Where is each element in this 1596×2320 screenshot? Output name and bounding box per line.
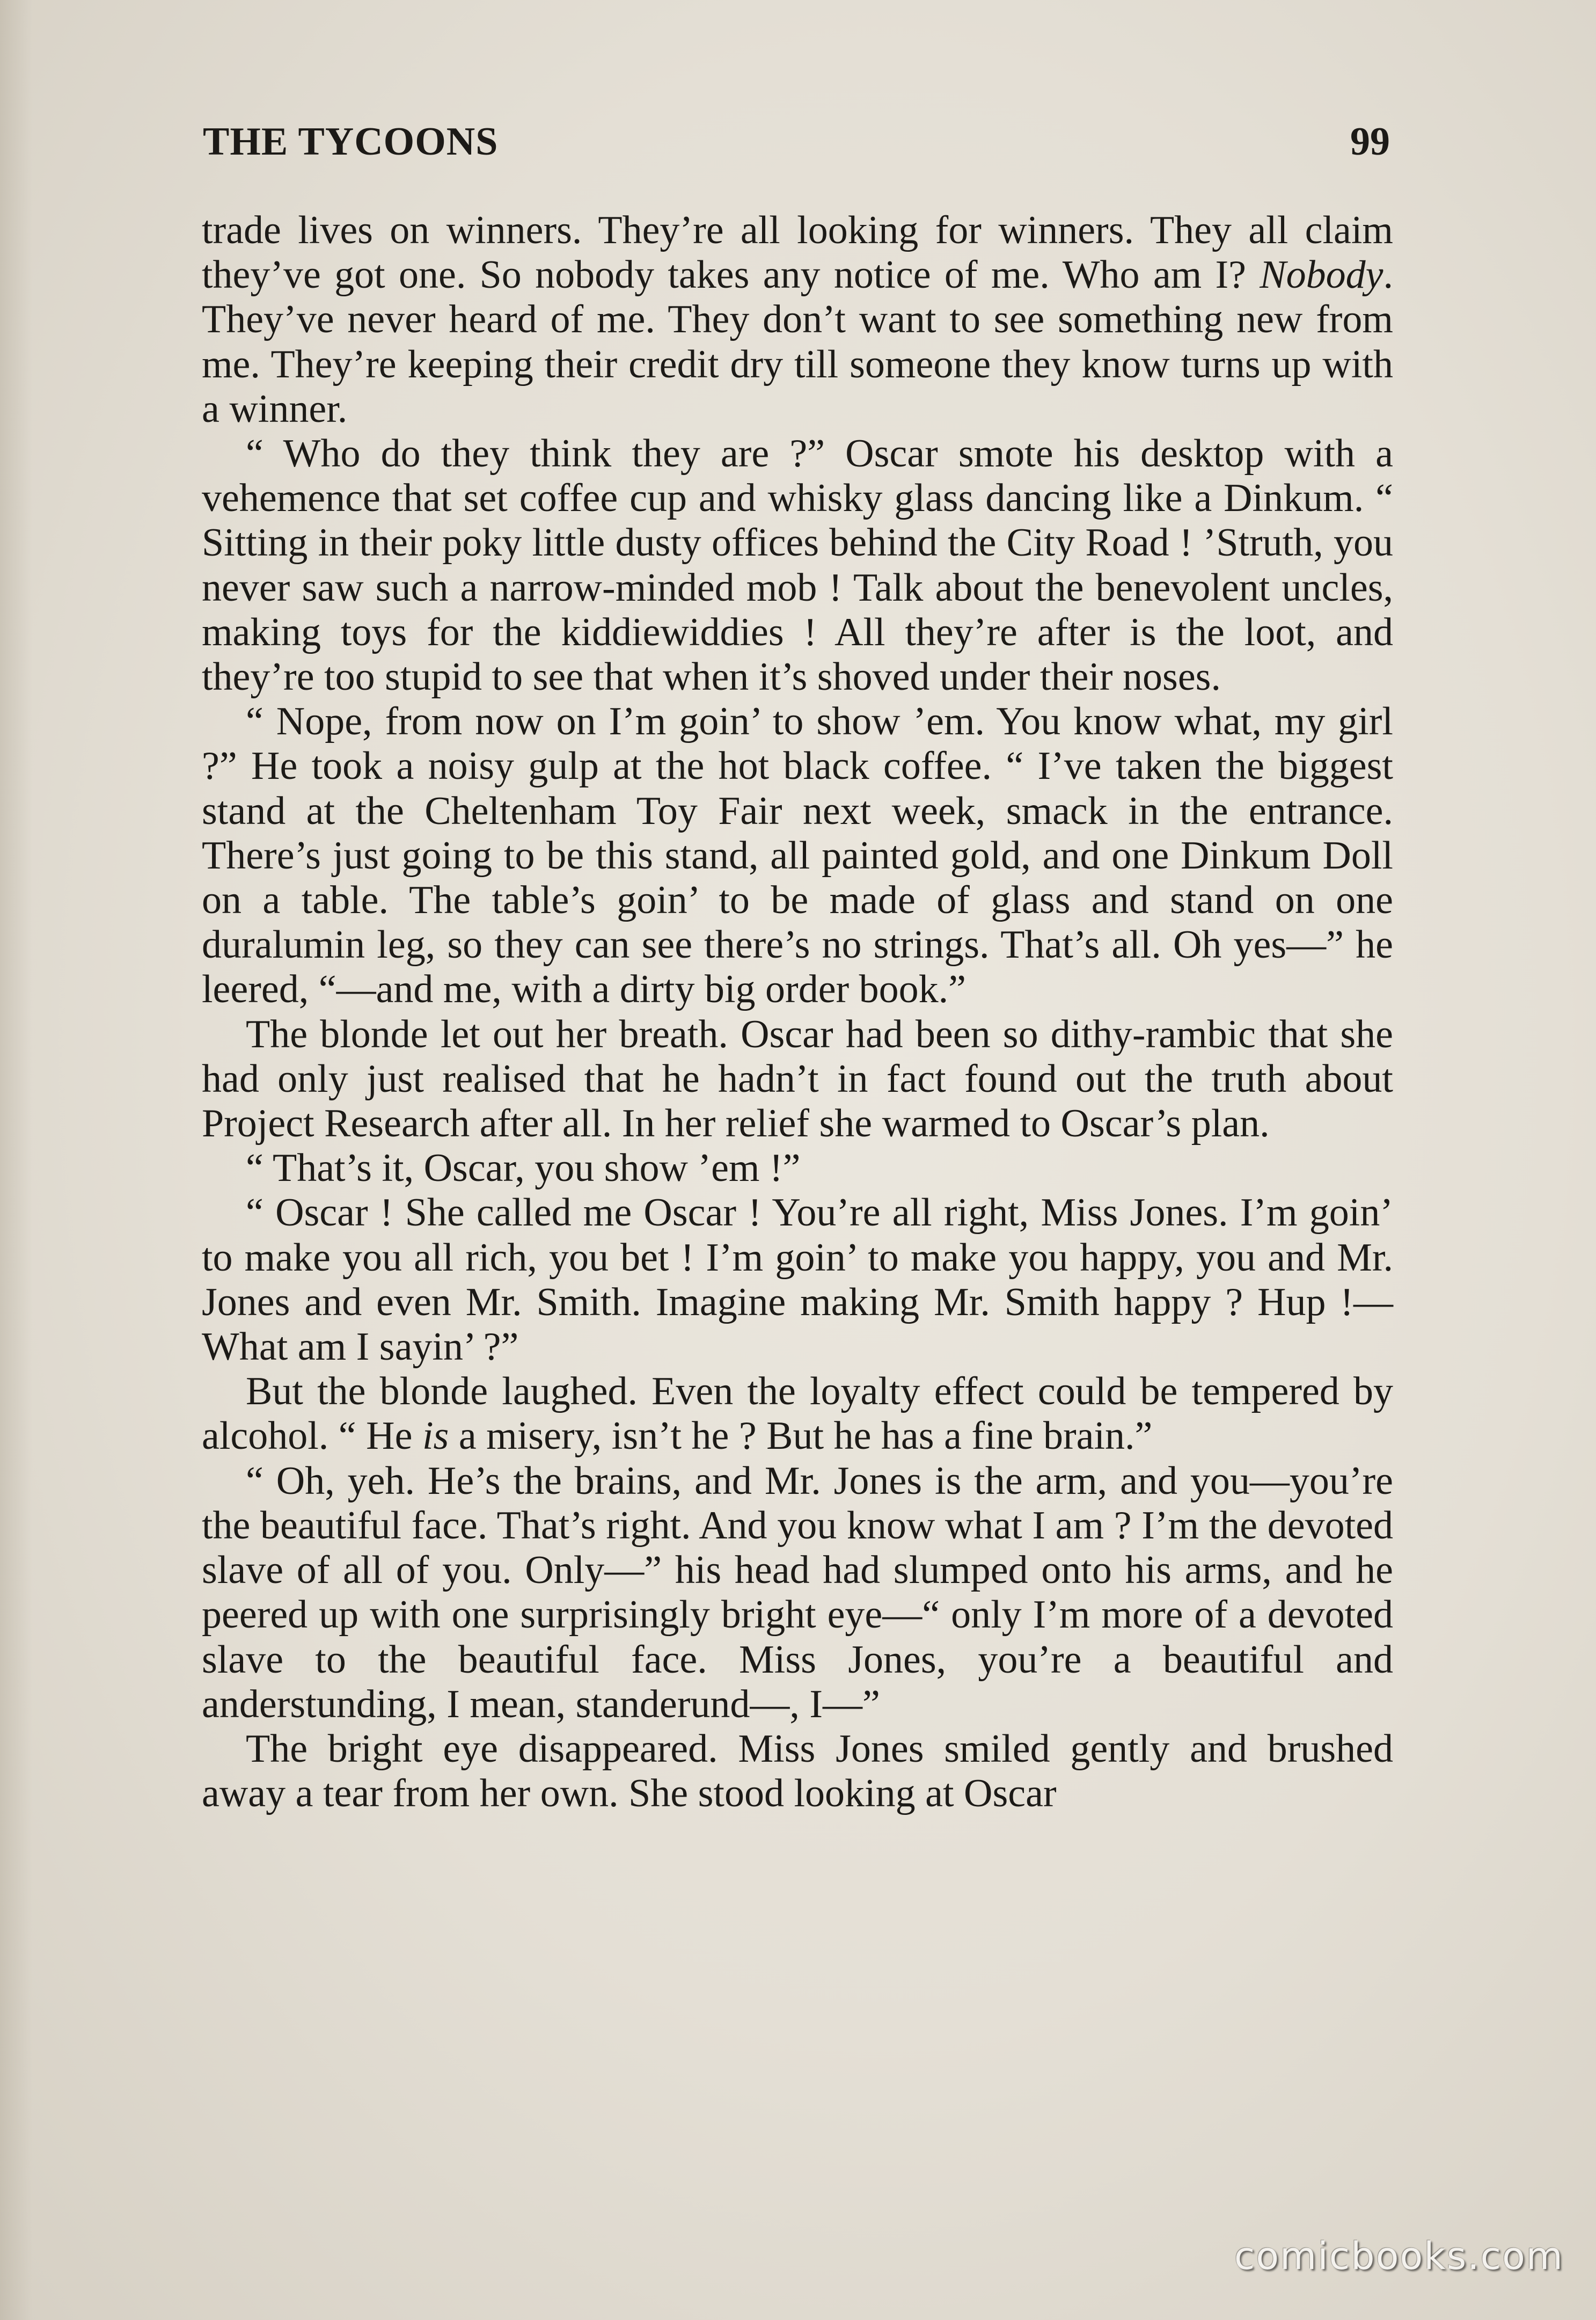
paragraph: The bright eye disappeared. Miss Jones smiled gently and brushed away a tear from her own. She stood looking at Oscar: [202, 1726, 1393, 1816]
paragraph: The blonde let out her breath. Oscar had been so dithy-rambic that she had only just realised that he hadn’t in fact found out the truth about Project Research after all. In her relief she warmed to Oscar’s plan.: [202, 1012, 1393, 1146]
page-number: 99: [1350, 120, 1390, 164]
watermark: comicbooks.com: [1234, 2234, 1564, 2278]
paragraph: “ Oh, yeh. He’s the brains, and Mr. Jones is the arm, and you—you’re the beautiful face. That’s right. And you know what I am ? I’m the devoted slave of all of you. Only—” his head had slumped onto his arms, and he peered up with one surprisingly bright eye—“ only I’m more of a devoted slave to the beautiful face. Miss Jones, you’re a beautiful and anderstunding, I mean, standerund—, I—”: [202, 1458, 1393, 1726]
paragraph: “ Who do they think they are ?” Oscar smote his desktop with a vehemence that set coffee cup and whisky glass dancing like a Dinkum. “ Sitting in their poky little dusty offices behind the City Road ! ’Struth, you never saw such a narrow-minded mob ! Talk about the benevolent uncles, making toys for the kiddiewiddies ! All they’re after is the loot, and they’re too stupid to see that when it’s shoved under their noses.: [202, 432, 1393, 699]
paragraph: But the blonde laughed. Even the loyalty effect could be tempered by alcohol. “ He is a misery, isn’t he ? But he has a fine brain.”: [202, 1369, 1393, 1458]
body-text: [202, 208, 1393, 1816]
paragraph: “ Nope, from now on I’m goin’ to show ’em. You know what, my girl ?” He took a noisy gulp at the hot black coffee. “ I’ve taken the biggest stand at the Cheltenham Toy Fair next week, smack in the entrance. There’s just going to be this stand, all painted gold, and one Dinkum Doll on a table. The table’s goin’ to be made of glass and stand on one duralumin leg, so they can see there’s no strings. That’s all. Oh yes—” he leered, “—and me, with a dirty big order book.”: [202, 699, 1393, 1012]
page-header: [203, 119, 1390, 173]
running-head: THE TYCOONS: [203, 120, 499, 164]
emphasis: Nobody: [1260, 253, 1383, 297]
page-edge-shadow: [0, 0, 32, 2320]
paragraph: “ That’s it, Oscar, you show ’em !”: [246, 1146, 801, 1191]
paragraph: trade lives on winners. They’re all looking for winners. They all claim they’ve got one. So nobody takes any notice of me. Who am I? Nobody. They’ve never heard of me. They don’t want to see something new from me. They’re keeping their credit dry till someone they know turns up with a winner.: [202, 208, 1393, 431]
emphasis: is: [422, 1414, 449, 1458]
paragraph: “ Oscar ! She called me Oscar ! You’re all right, Miss Jones. I’m goin’ to make you all rich, you bet ! I’m goin’ to make you happy, you and Mr. Jones and even Mr. Smith. Imagine making Mr. Smith happy ? Hup !—What am I sayin’ ?”: [202, 1191, 1393, 1369]
